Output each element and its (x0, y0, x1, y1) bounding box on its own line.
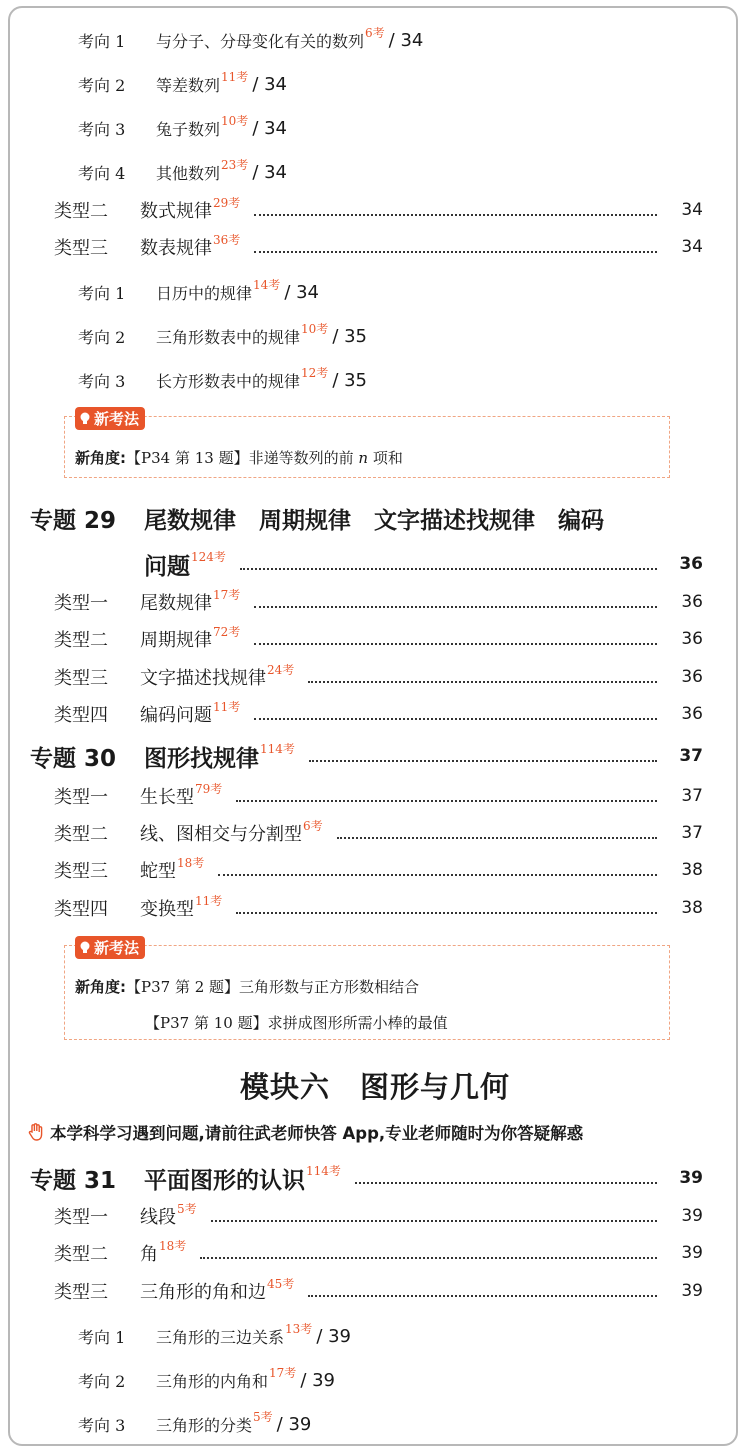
exam-count: 18考 (177, 855, 205, 870)
exam-count: 14考 (253, 277, 281, 292)
topic-label: 专题 30 (30, 745, 117, 772)
new-method-box (64, 410, 670, 478)
toc-entry[interactable] (0, 1235, 750, 1271)
toc-entry[interactable] (0, 659, 750, 695)
toc-subentry[interactable] (0, 154, 750, 190)
toc-entry[interactable] (0, 621, 750, 657)
entry-label: 考向 3 (78, 119, 126, 139)
page-number: / 34 (284, 281, 320, 303)
page-number: / 35 (332, 369, 368, 391)
toc-entry[interactable] (0, 890, 750, 926)
page-number: / 34 (252, 73, 288, 95)
exam-count: 5考 (253, 1409, 273, 1424)
entry-title: 日历中的规律 (156, 283, 253, 303)
entry-title: 文字描述找规律 (140, 668, 266, 689)
lightbulb-icon (79, 412, 91, 425)
entry-label: 考向 4 (78, 163, 126, 183)
exam-count: 12考 (301, 365, 329, 380)
entry-label: 考向 1 (78, 1327, 126, 1347)
exam-count: 79考 (195, 781, 223, 796)
entry-label: 考向 1 (78, 31, 126, 51)
variable-n: n (358, 449, 369, 467)
entry-title: 变换型 (140, 899, 194, 920)
entry-title: 周期规律 (140, 630, 212, 651)
leader-dots (254, 251, 657, 253)
new-angle-label: 新角度: (75, 978, 126, 996)
leader-dots (211, 1220, 657, 1222)
entry-title: 编码问题 (140, 705, 212, 726)
page-number: / 34 (252, 161, 288, 183)
exam-count: 17考 (213, 587, 241, 602)
page-number: / 35 (332, 325, 368, 347)
page-number: 38 (681, 860, 703, 880)
topic-title: 尾数规律 周期规律 文字描述找规律 编码 (144, 507, 604, 534)
exam-count: 45考 (267, 1276, 295, 1291)
exam-count: 10考 (221, 113, 249, 128)
page-number: 39 (681, 1281, 703, 1301)
entry-label: 考向 3 (78, 371, 126, 391)
entry-title: 线段 (140, 1207, 176, 1228)
badge-label: 新考法 (94, 410, 140, 428)
leader-dots (309, 760, 657, 762)
topic-title: 图形找规律 (144, 745, 259, 772)
entry-title: 三角形的角和边 (140, 1282, 266, 1303)
page-number: 39 (681, 1206, 703, 1226)
leader-dots (240, 568, 657, 570)
leader-dots (236, 912, 657, 914)
entry-label: 考向 2 (78, 1371, 126, 1391)
entry-label: 类型一 (54, 593, 108, 614)
page-number: 36 (681, 667, 703, 687)
new-angle-line (75, 447, 403, 468)
topic-31-heading[interactable] (0, 1160, 750, 1196)
entry-title: 三角形数表中的规律 (156, 327, 301, 347)
entry-label: 考向 3 (78, 1415, 126, 1435)
leader-dots (308, 681, 657, 683)
exam-count: 6考 (365, 25, 385, 40)
entry-title: 兔子数列 (156, 119, 221, 139)
new-method-badge (75, 936, 145, 959)
toc-entry[interactable] (0, 696, 750, 732)
page-number: 39 (681, 1243, 703, 1263)
entry-label: 类型三 (54, 238, 108, 259)
toc-subentry[interactable] (0, 318, 750, 354)
entry-label: 类型二 (54, 824, 108, 845)
leader-dots (254, 643, 657, 645)
page-number: 36 (681, 704, 703, 724)
entry-label: 类型四 (54, 705, 108, 726)
entry-label: 考向 1 (78, 283, 126, 303)
toc-subentry[interactable] (0, 274, 750, 310)
help-notice (28, 1120, 583, 1144)
leader-dots (218, 874, 657, 876)
entry-title: 其他数列 (156, 163, 221, 183)
page-number: / 39 (316, 1325, 352, 1347)
toc-entry[interactable] (0, 229, 750, 265)
entry-label: 类型一 (54, 787, 108, 808)
topic-30-heading[interactable] (0, 738, 750, 774)
entry-label: 类型三 (54, 668, 108, 689)
toc-subentry[interactable] (0, 110, 750, 146)
entry-title: 长方形数表中的规律 (156, 371, 301, 391)
toc-entry[interactable] (0, 778, 750, 814)
entry-label: 考向 2 (78, 75, 126, 95)
new-angle-label: 新角度: (75, 449, 126, 467)
exam-count: 23考 (221, 157, 249, 172)
entry-title: 与分子、分母变化有关的数列 (156, 31, 365, 51)
entry-label: 类型二 (54, 630, 108, 651)
toc-subentry[interactable] (0, 66, 750, 102)
page-number: / 34 (388, 29, 424, 51)
module-title: 模块六 图形与几何 (239, 1070, 510, 1104)
exam-count: 114考 (260, 741, 295, 756)
entry-title: 尾数规律 (140, 593, 212, 614)
entry-title: 三角形的分类 (156, 1415, 253, 1435)
page-number: / 39 (300, 1369, 336, 1391)
new-method-box-2 (64, 939, 670, 1040)
topic-29-heading-cont[interactable] (0, 546, 750, 582)
page-number: 34 (681, 200, 703, 220)
toc-subentry[interactable] (0, 22, 750, 58)
exam-count: 11考 (195, 893, 223, 908)
entry-label: 类型二 (54, 1244, 108, 1265)
exam-count: 13考 (285, 1321, 313, 1336)
topic-title-cont: 问题 (144, 553, 190, 580)
hand-icon (28, 1123, 44, 1141)
new-angle-text: 【P34 第 13 题】非递等数列的前 (126, 449, 354, 467)
toc-entry[interactable] (0, 584, 750, 620)
page-number: / 39 (276, 1413, 312, 1435)
page-number: / 34 (252, 117, 288, 139)
leader-dots (355, 1182, 657, 1184)
entry-title: 蛇型 (140, 861, 176, 882)
leader-dots (254, 718, 657, 720)
toc-entry[interactable] (0, 815, 750, 851)
page-number: 38 (681, 898, 703, 918)
page-number: 39 (679, 1168, 703, 1188)
entry-title: 数式规律 (140, 201, 212, 222)
page-number: 37 (679, 746, 703, 766)
exam-count: 11考 (213, 699, 241, 714)
toc-entry[interactable] (0, 1198, 750, 1234)
toc-entry[interactable] (0, 852, 750, 888)
leader-dots (337, 837, 657, 839)
exam-count: 24考 (267, 662, 295, 677)
page-number: 36 (679, 554, 703, 574)
badge-label: 新考法 (94, 939, 140, 957)
toc-subentry[interactable] (0, 362, 750, 398)
entry-title: 线、图相交与分割型 (140, 824, 302, 845)
toc-subentry[interactable] (0, 1406, 750, 1442)
leader-dots (308, 1295, 657, 1297)
exam-count: 114考 (306, 1163, 341, 1178)
lightbulb-icon (79, 941, 91, 954)
page-number: 37 (681, 823, 703, 843)
entry-title: 生长型 (140, 787, 194, 808)
entry-label: 考向 2 (78, 327, 126, 347)
toc-subentry[interactable] (0, 1318, 750, 1354)
entry-label: 类型二 (54, 201, 108, 222)
entry-label: 类型四 (54, 899, 108, 920)
exam-count: 5考 (177, 1201, 197, 1216)
entry-label: 类型一 (54, 1207, 108, 1228)
exam-count: 11考 (221, 69, 249, 84)
topic-title: 平面图形的认识 (144, 1167, 305, 1194)
exam-count: 10考 (301, 321, 329, 336)
topic-label: 专题 29 (30, 507, 117, 534)
toc-entry[interactable] (0, 1273, 750, 1309)
new-angle-text-end: 项和 (372, 449, 403, 467)
exam-count: 124考 (191, 549, 226, 564)
page-number: 37 (681, 786, 703, 806)
toc-entry[interactable] (0, 192, 750, 228)
exam-count: 17考 (269, 1365, 297, 1380)
exam-count: 36考 (213, 232, 241, 247)
leader-dots (254, 214, 657, 216)
leader-dots (236, 800, 657, 802)
entry-title: 角 (140, 1244, 158, 1265)
exam-count: 18考 (159, 1238, 187, 1253)
toc-subentry[interactable] (0, 1362, 750, 1398)
entry-title: 三角形的三边关系 (156, 1327, 285, 1347)
exam-count: 6考 (303, 818, 323, 833)
exam-count: 29考 (213, 195, 241, 210)
topic-label: 专题 31 (30, 1167, 117, 1194)
new-angle-line (75, 976, 419, 997)
leader-dots (200, 1257, 657, 1259)
topic-29-heading[interactable] (0, 500, 750, 536)
entry-title: 数表规律 (140, 238, 212, 259)
page-number: 36 (681, 592, 703, 612)
entry-label: 类型三 (54, 861, 108, 882)
page-number: 34 (681, 237, 703, 257)
new-method-badge (75, 407, 145, 430)
exam-count: 72考 (213, 624, 241, 639)
help-notice-text: 本学科学习遇到问题,请前往武老师快答 App,专业老师随时为你答疑解惑 (50, 1124, 584, 1143)
new-angle-line-2: 【P37 第 10 题】求拼成图形所需小棒的最值 (145, 1014, 448, 1032)
entry-title: 三角形的内角和 (156, 1371, 269, 1391)
new-angle-text: 【P37 第 2 题】三角形数与正方形数相结合 (126, 978, 420, 996)
page-number: 36 (681, 629, 703, 649)
leader-dots (254, 606, 657, 608)
entry-title: 等差数列 (156, 75, 221, 95)
entry-label: 类型三 (54, 1282, 108, 1303)
